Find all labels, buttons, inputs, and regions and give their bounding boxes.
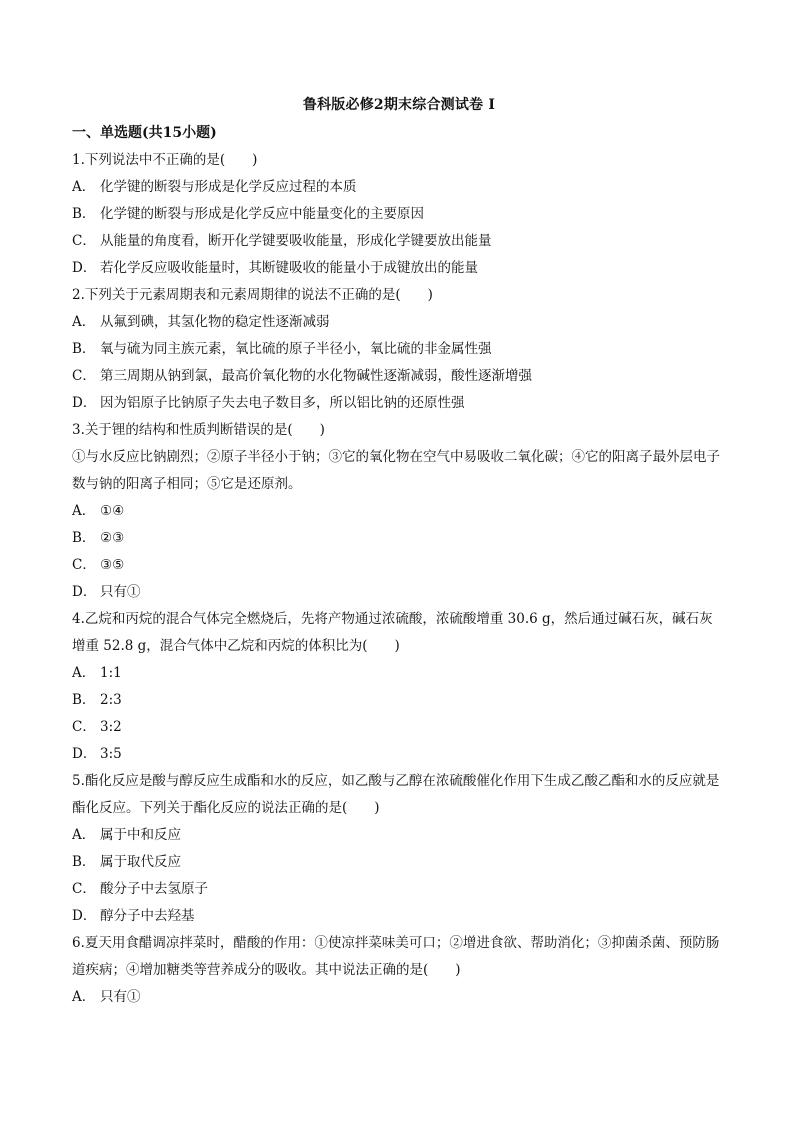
option-c (72, 228, 726, 255)
question-3 (72, 417, 726, 606)
option-text: 化学键的断裂与形成是化学反应中能量变化的主要原因 (100, 206, 424, 222)
option-letter: C． (72, 881, 96, 897)
option-text: 只有① (100, 584, 141, 600)
option-c (72, 876, 726, 903)
option-letter: B． (72, 341, 96, 357)
option-text: 若化学反应吸收能量时，其断键吸收的能量小于成键放出的能量 (100, 260, 478, 276)
option-text: 化学键的断裂与形成是化学反应过程的本质 (100, 179, 357, 195)
option-text: 属于取代反应 (100, 854, 181, 870)
option-letter: B． (72, 530, 96, 546)
option-a (72, 174, 726, 201)
option-letter: A． (72, 827, 96, 843)
option-text: 从能量的角度看，断开化学键要吸收能量，形成化学键要放出能量 (100, 233, 492, 249)
option-b (72, 201, 726, 228)
option-b (72, 336, 726, 363)
option-letter: C． (72, 233, 96, 249)
question-1 (72, 147, 726, 282)
option-c (72, 552, 726, 579)
option-a (72, 822, 726, 849)
option-letter: B． (72, 692, 96, 708)
option-a (72, 309, 726, 336)
option-text: ③⑤ (100, 557, 125, 573)
option-text: 3:2 (100, 719, 122, 735)
option-letter: B． (72, 206, 96, 222)
option-letter: D． (72, 746, 97, 762)
option-d (72, 741, 726, 768)
question-stem: 3.关于锂的结构和性质判断错误的是( ) (72, 422, 325, 438)
option-a (72, 984, 726, 1011)
option-b (72, 849, 726, 876)
option-letter: A． (72, 179, 96, 195)
option-text: 3:5 (100, 746, 122, 762)
option-letter: A． (72, 665, 96, 681)
question-stem: 6.夏天用食醋调凉拌菜时，醋酸的作用：①使凉拌菜味美可口；②增进食欲、帮助消化；③抑菌杀菌、预防肠道疾病；④增加糖类等营养成分的吸收。其中说法正确的是( ) (72, 935, 720, 978)
option-c (72, 714, 726, 741)
option-text: ②③ (100, 530, 125, 546)
question-stem: 4.乙烷和丙烷的混合气体完全燃烧后，先将产物通过浓硫酸，浓硫酸增重 30.6 g，然后通过碱石灰，碱石灰增重 52.8 g，混合气体中乙烷和丙烷的体积比为( ) (72, 611, 713, 654)
option-a (72, 498, 726, 525)
option-text: 第三周期从钠到氯，最高价氧化物的水化物碱性逐渐减弱，酸性逐渐增强 (100, 368, 532, 384)
question-stem: 1.下列说法中不正确的是( ) (72, 152, 258, 168)
question-statements: ①与水反应比钠剧烈；②原子半径小于钠；③它的氧化物在空气中易吸收二氧化碳；④它的阳离子最外层电子数与钠的阳离子相同；⑤它是还原剂。 (72, 449, 720, 492)
option-letter: D． (72, 584, 97, 600)
option-text: 从氟到碘，其氢化物的稳定性逐渐减弱 (100, 314, 330, 330)
option-text: 因为铝原子比钠原子失去电子数目多，所以铝比钠的还原性强 (100, 395, 465, 411)
question-6 (72, 930, 726, 1011)
document-content (72, 94, 726, 1011)
question-2 (72, 282, 726, 417)
option-text: 属于中和反应 (100, 827, 181, 843)
option-b (72, 687, 726, 714)
question-4 (72, 606, 726, 768)
option-letter: A． (72, 989, 96, 1005)
option-text: 氧与硫为同主族元素，氧比硫的原子半径小，氧比硫的非金属性强 (100, 341, 492, 357)
option-c (72, 363, 726, 390)
option-letter: A． (72, 503, 96, 519)
option-letter: C． (72, 719, 96, 735)
question-stem: 2.下列关于元素周期表和元素周期律的说法不正确的是( ) (72, 287, 433, 303)
option-letter: D． (72, 260, 97, 276)
option-letter: C． (72, 368, 96, 384)
option-letter: A． (72, 314, 96, 330)
option-text: 只有① (100, 989, 141, 1005)
option-letter: D． (72, 395, 97, 411)
option-text: 2:3 (100, 692, 122, 708)
section-heading: 一、单选题(共15小题) (72, 125, 217, 141)
document-title: 鲁科版必修2期末综合测试卷 I (302, 97, 496, 113)
option-d (72, 390, 726, 417)
option-text: ①④ (100, 503, 125, 519)
option-b (72, 525, 726, 552)
option-letter: C． (72, 557, 96, 573)
option-d (72, 903, 726, 930)
question-5 (72, 768, 726, 930)
option-text: 1:1 (100, 665, 122, 681)
option-text: 酸分子中去氢原子 (100, 881, 208, 897)
option-letter: D． (72, 908, 97, 924)
option-letter: B． (72, 854, 96, 870)
option-text: 醇分子中去羟基 (100, 908, 195, 924)
option-d (72, 255, 726, 282)
question-stem: 5.酯化反应是酸与醇反应生成酯和水的反应，如乙酸与乙醇在浓硫酸催化作用下生成乙酸乙酯和水的反应就是酯化反应。下列关于酯化反应的说法正确的是( ) (72, 773, 720, 816)
option-a (72, 660, 726, 687)
option-d (72, 579, 726, 606)
